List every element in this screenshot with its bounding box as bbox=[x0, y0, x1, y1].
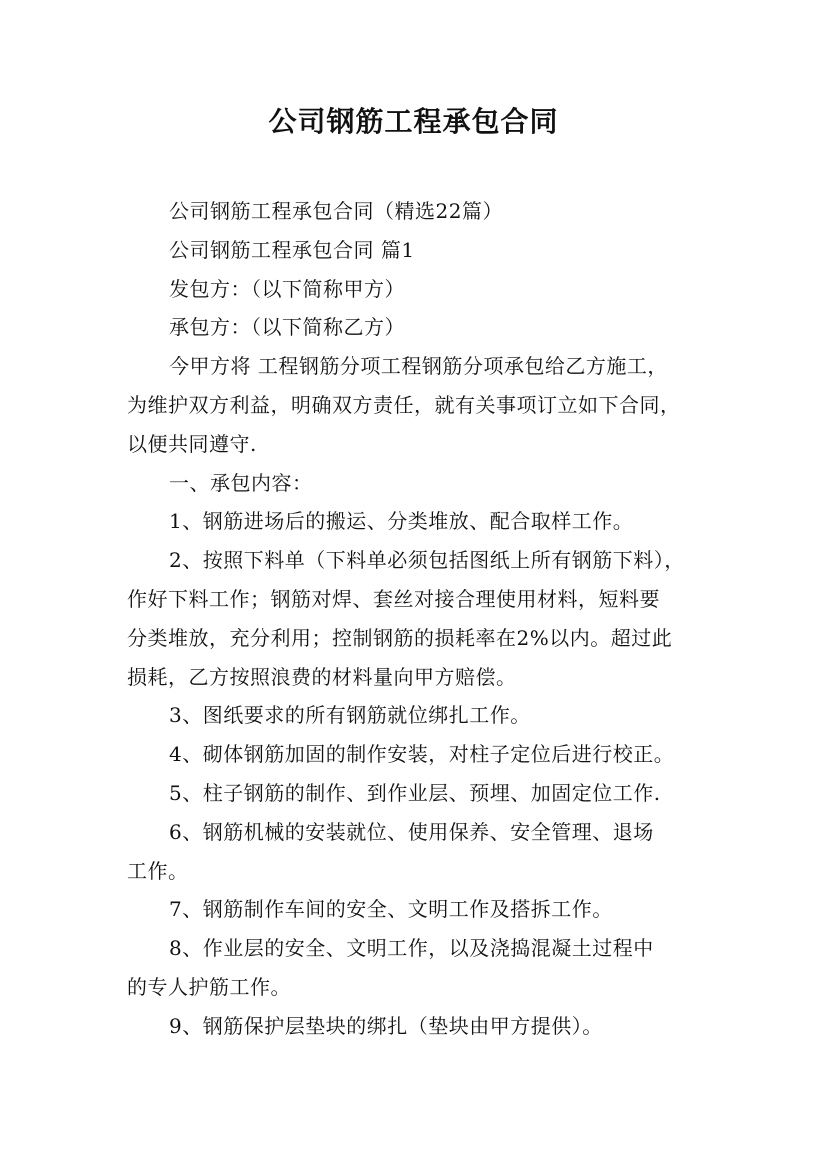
intro-line-1: 今甲方将 工程钢筋分项工程钢筋分项承包给乙方施工， bbox=[169, 354, 668, 379]
item-8-line-2: 的专人护筋工作。 bbox=[127, 974, 291, 999]
subtitle-line: 公司钢筋工程承包合同（精选22篇） bbox=[169, 199, 503, 223]
item-7-line: 7、钢筋制作车间的安全、文明工作及搭拆工作。 bbox=[169, 897, 613, 922]
party-b-line: 承包方：（以下简称乙方） bbox=[169, 315, 405, 340]
item-4-line: 4、砌体钢筋加固的制作安装，对柱子定位后进行校正。 bbox=[169, 742, 675, 767]
document-title: 公司钢筋工程承包合同 bbox=[268, 105, 559, 138]
item-1-line: 1、钢筋进场后的搬运、分类堆放、配合取样工作。 bbox=[169, 509, 634, 534]
item-6-line-1: 6、钢筋机械的安装就位、使用保养、安全管理、退场 bbox=[169, 819, 654, 844]
party-a-line: 发包方：（以下简称甲方） bbox=[169, 276, 405, 301]
item-5-line: 5、柱子钢筋的制作、到作业层、预埋、加固定位工作. bbox=[169, 780, 661, 805]
section-heading-line: 公司钢筋工程承包合同 篇1 bbox=[169, 237, 415, 262]
scope-heading-line: 一、承包内容： bbox=[169, 470, 313, 495]
item-9-line: 9、钢筋保护层垫块的绑扎（垫块由甲方提供）。 bbox=[169, 1013, 603, 1038]
item-2-line-4: 损耗，乙方按照浪费的材料量向甲方赔偿。 bbox=[127, 664, 517, 689]
item-2-line-3: 分类堆放，充分利用；控制钢筋的损耗率在2%以内。超过此 bbox=[127, 625, 673, 650]
item-6-line-2: 工作。 bbox=[127, 858, 189, 883]
intro-line-3: 以便共同遵守. bbox=[127, 431, 257, 456]
item-2-line-2: 作好下料工作；钢筋对焊、套丝对接合理使用材料，短料要 bbox=[127, 586, 660, 611]
item-2-line-1: 2、按照下料单（下料单必须包括图纸上所有钢筋下料）， bbox=[169, 548, 685, 573]
document-body bbox=[127, 192, 717, 1046]
intro-line-2: 为维护双方利益，明确双方责任，就有关事项订立如下合同， bbox=[127, 392, 681, 417]
item-3-line: 3、图纸要求的所有钢筋就位绑扎工作。 bbox=[169, 703, 531, 728]
item-8-line-1: 8、作业层的安全、文明工作，以及浇捣混凝土过程中 bbox=[169, 936, 654, 961]
